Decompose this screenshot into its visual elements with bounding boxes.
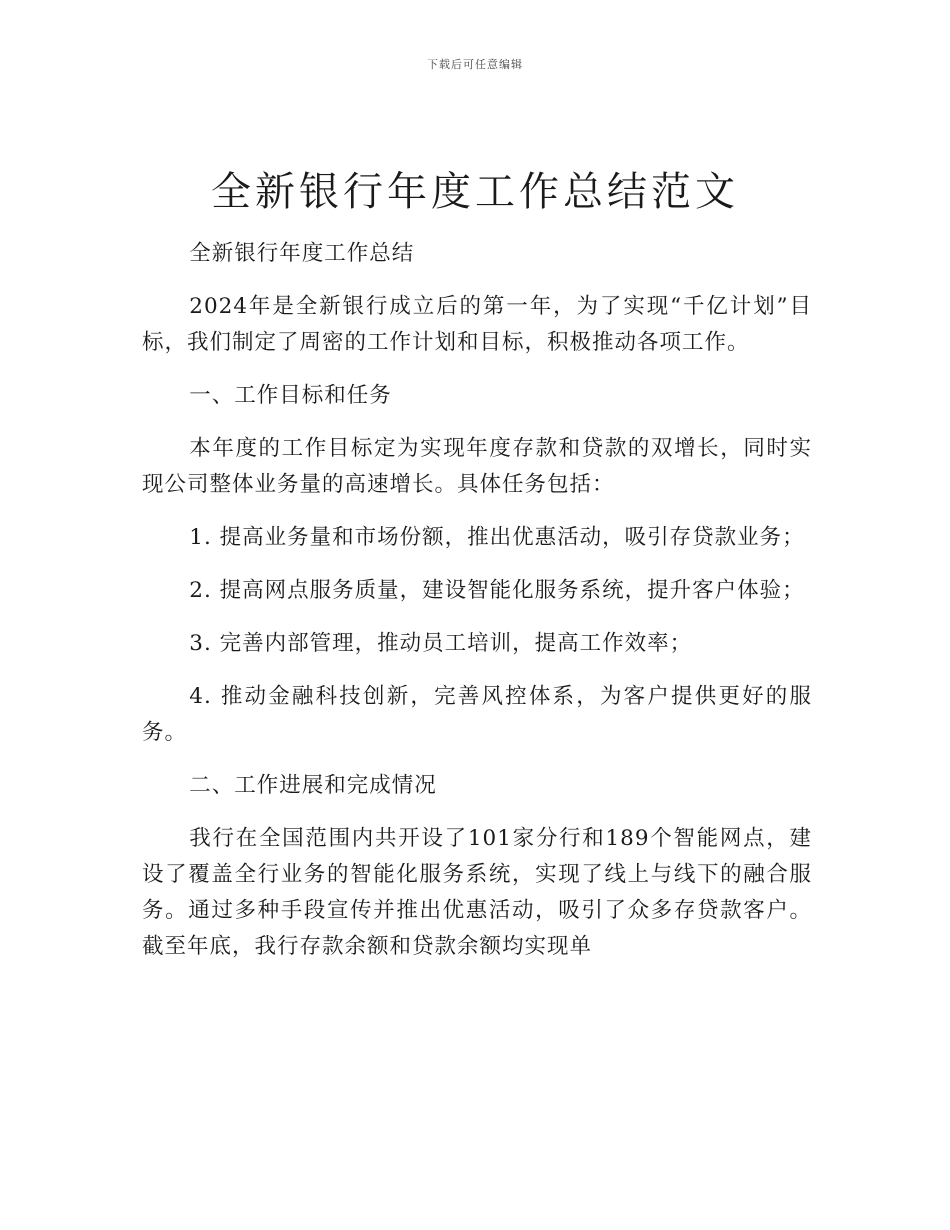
paragraph-progress: 我行在全国范围内共开设了101家分行和189个智能网点，建设了覆盖全行业务的智能化服务系统，实现了线上与线下的融合服务。通过多种手段宣传并推出优惠活动，吸引了众多存贷款客户。截至年底，我行存款余额和贷款余额均实现单 (142, 826, 812, 959)
section-heading-progress: 二、工作进展和完成情况 (189, 773, 437, 798)
paragraph-goals: 本年度的工作目标定为实现年度存款和贷款的双增长，同时实现公司整体业务量的高速增长。具体任务包括： (142, 436, 812, 497)
list-item-task-4: 4. 推动金融科技创新，完善风控体系，为客户提供更好的服务。 (142, 684, 812, 745)
list-item-task-2: 2. 提高网点服务质量，建设智能化服务系统，提升客户体验； (189, 578, 805, 603)
document-title: 全新银行年度工作总结范文 (211, 169, 739, 215)
document-body (142, 236, 812, 982)
section-heading-goals: 一、工作目标和任务 (189, 383, 392, 408)
paragraph-subtitle: 全新银行年度工作总结 (189, 241, 415, 266)
paragraph-intro: 2024年是全新银行成立后的第一年，为了实现“千亿计划”目标，我们制定了周密的工作计划和目标，积极推动各项工作。 (142, 294, 812, 355)
list-item-task-1: 1. 提高业务量和市场份额，推出优惠活动，吸引存贷款业务； (189, 525, 805, 550)
page-header: 下载后可任意编辑 (427, 58, 523, 71)
list-item-task-3: 3. 完善内部管理，推动员工培训，提高工作效率； (189, 631, 693, 656)
